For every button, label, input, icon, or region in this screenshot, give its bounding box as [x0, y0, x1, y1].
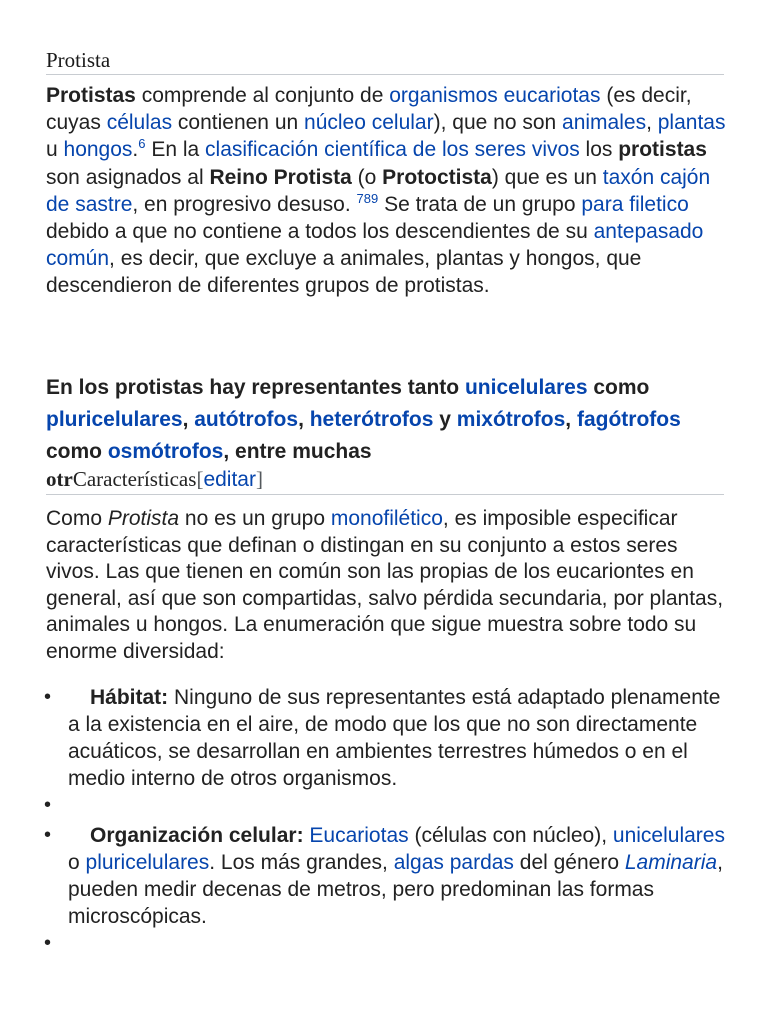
- section-heading-protista: Protista: [46, 48, 724, 75]
- link-fagotrofos[interactable]: fagótrofos: [576, 408, 681, 431]
- truncated-fragment: otr: [46, 467, 73, 491]
- list-item-body: [68, 822, 728, 930]
- text: , es imposible especificar características que definan o distingan en su conjunto a estos seres vivos. Las que tienen en común son las propias de los eucariontes en general, así que son compartidas, salvo pérdida secundaria, por plantas, animales u hongos. La enumeración que sigue muestra sobre todo su enorme diversidad:: [46, 507, 724, 663]
- label-organizacion-celular: Organización celular:: [90, 824, 304, 847]
- text: como: [46, 440, 108, 463]
- term-reino-protista: Reino Protista: [209, 165, 352, 189]
- link-pluricelulares-list[interactable]: pluricelulares: [85, 851, 210, 874]
- text: ) que es un: [491, 165, 603, 189]
- term-protistas: Protistas: [46, 84, 136, 107]
- text: Como: [46, 507, 108, 530]
- text: no es un grupo: [179, 507, 331, 530]
- bracket-open: [: [196, 467, 204, 491]
- edit-section-link[interactable]: editar: [203, 468, 256, 491]
- link-animales[interactable]: animales: [562, 111, 647, 135]
- text: y: [433, 408, 457, 431]
- term-protista-italic: Protista: [107, 507, 180, 530]
- bold-paragraph: [46, 372, 736, 468]
- reference-6[interactable]: 6: [138, 136, 146, 152]
- text: En la: [145, 138, 206, 162]
- link-antepasado-comun[interactable]: antepasado común: [46, 220, 704, 271]
- text: ,: [298, 408, 310, 431]
- characteristics-list: [0, 684, 768, 960]
- link-monofiletico[interactable]: monofilético: [330, 507, 443, 530]
- text: debido a que no contiene a todos los descendientes de su: [46, 220, 594, 244]
- text: (es decir, cuyas: [46, 84, 692, 135]
- term-protoctista: Protoctista: [382, 165, 492, 189]
- text: contienen un: [172, 111, 305, 135]
- list-item-empty: [0, 930, 768, 960]
- bullet: •: [44, 686, 52, 708]
- list-item-empty: [0, 792, 768, 822]
- link-autotrofos[interactable]: autótrofos: [194, 408, 299, 431]
- text: son asignados al: [46, 165, 210, 189]
- list-item-organizacion: [0, 822, 768, 930]
- bullet: •: [44, 824, 52, 846]
- link-nucleo-celular[interactable]: núcleo celular: [304, 111, 434, 135]
- text: , pueden medir decenas de metros, pero predominan las formas microscópicas.: [68, 851, 723, 928]
- link-plantas[interactable]: plantas: [657, 111, 726, 135]
- link-taxon-cajon-de-sastre[interactable]: taxón cajón de sastre: [46, 165, 711, 216]
- text: ,: [565, 408, 577, 431]
- link-heterotrofos[interactable]: heterótrofos: [309, 408, 434, 431]
- text: ,: [646, 111, 658, 135]
- text: , es decir, que excluye a animales, plantas y hongos, que descendieron de diferentes grupos de protistas.: [46, 247, 642, 298]
- text: (o: [351, 165, 383, 189]
- section-heading-caracteristicas: [46, 466, 724, 495]
- bracket-close: ]: [255, 467, 263, 491]
- caracteristicas-paragraph: [46, 506, 736, 665]
- text: , entre muchas: [223, 440, 372, 463]
- link-osmotrofos[interactable]: osmótrofos: [107, 440, 224, 463]
- list-item-body: [68, 684, 728, 792]
- link-celulas[interactable]: células: [106, 111, 173, 135]
- text: Se trata de un grupo: [378, 192, 582, 216]
- text: los: [579, 138, 619, 162]
- link-algas-pardas[interactable]: algas pardas: [393, 851, 514, 874]
- link-mixotrofos[interactable]: mixótrofos: [456, 408, 566, 431]
- link-laminaria[interactable]: Laminaria: [624, 851, 718, 874]
- link-organismos-eucariotas[interactable]: organismos eucariotas: [389, 84, 601, 107]
- link-clasificacion-cientifica[interactable]: clasificación científica de los seres vivos: [205, 138, 580, 162]
- text: .: [132, 138, 139, 162]
- label-habitat: Hábitat:: [90, 686, 169, 709]
- text: u: [46, 138, 64, 162]
- text: ), que no son: [433, 111, 563, 135]
- text: comprende al conjunto de: [135, 84, 390, 107]
- bullet: •: [44, 794, 52, 816]
- text: Ninguno de sus representantes está adaptado plenamente a la existencia en el aire, de modo que los que no son directamente acuáticos, se desarrollan en ambientes terrestres húmedos o en el medio interno de otros organismos.: [68, 686, 721, 790]
- text: del género: [513, 851, 625, 874]
- link-parafiletico[interactable]: para filetico: [581, 192, 689, 216]
- text: . Los más grandes,: [209, 851, 394, 874]
- link-unicelulares[interactable]: unicelulares: [464, 376, 588, 399]
- heading-title: Características: [72, 467, 197, 491]
- text: o: [68, 851, 86, 874]
- text: , en progresivo desuso.: [132, 192, 357, 216]
- bullet: •: [44, 932, 52, 954]
- link-unicelulares-list[interactable]: unicelulares: [612, 824, 725, 847]
- text: como: [587, 376, 650, 399]
- list-item-habitat: [0, 684, 768, 792]
- link-pluricelulares[interactable]: pluricelulares: [46, 408, 183, 431]
- text: (células con núcleo),: [408, 824, 613, 847]
- reference-789[interactable]: 789: [356, 190, 379, 206]
- link-eucariotas[interactable]: Eucariotas: [309, 824, 409, 847]
- term-protistas-bold: protistas: [618, 138, 707, 162]
- link-hongos[interactable]: hongos: [63, 138, 133, 162]
- text: En los protistas hay representantes tanto: [46, 376, 465, 399]
- intro-paragraph: [46, 82, 736, 300]
- text: ,: [182, 408, 195, 431]
